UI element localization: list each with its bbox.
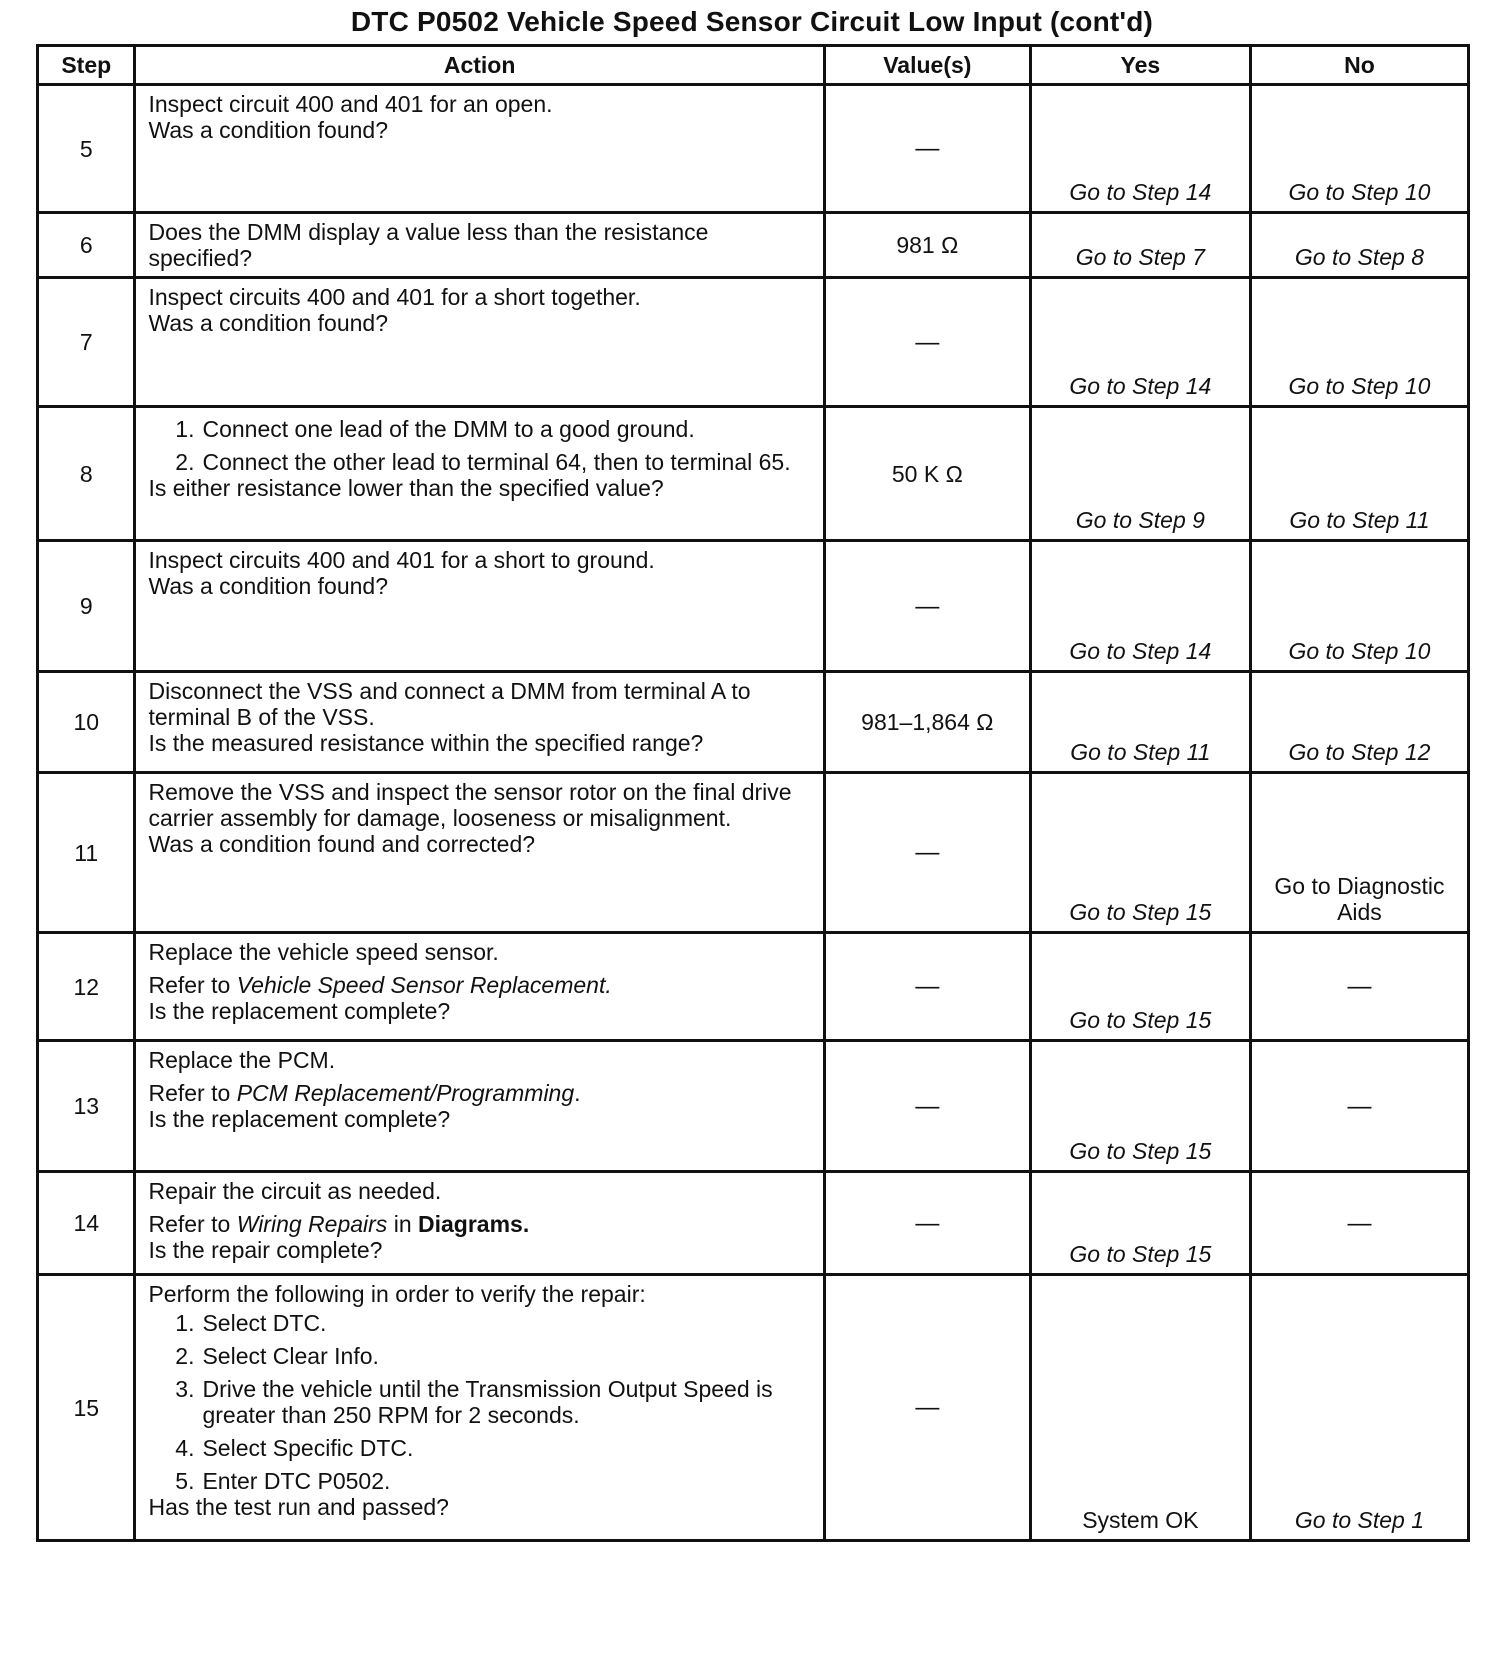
action-cell xyxy=(135,278,824,407)
no-cell xyxy=(1250,1041,1468,1172)
table-row xyxy=(38,213,1469,278)
header-value: Value(s) xyxy=(824,46,1030,85)
list-item: 2. Connect the other lead to terminal 64, then to terminal 65. xyxy=(175,449,791,475)
procedure-list xyxy=(148,1310,814,1494)
no-dash: — xyxy=(1347,1092,1372,1120)
yes-cell xyxy=(1030,85,1250,213)
table-row xyxy=(38,773,1469,933)
no-cell xyxy=(1250,278,1468,407)
table-row xyxy=(38,1041,1469,1172)
no-cell xyxy=(1250,773,1468,933)
value-cell xyxy=(824,541,1030,672)
page-title: DTC P0502 Vehicle Speed Sensor Circuit Low Input (cont'd) xyxy=(350,6,1154,37)
procedure-list xyxy=(148,416,814,475)
action-text: Perform the following in order to verify the repair: xyxy=(148,1281,646,1307)
step-number: 5 xyxy=(38,85,135,213)
value-cell xyxy=(824,1172,1030,1275)
action-cell xyxy=(135,1172,824,1275)
list-item: 2. Select Clear Info. xyxy=(175,1343,379,1369)
action-cell xyxy=(135,85,824,213)
action-question: Was a condition found? xyxy=(148,573,388,599)
refer-book: Diagrams. xyxy=(418,1211,530,1237)
no-outcome: Go to Step 11 xyxy=(1289,507,1430,533)
yes-outcome: Go to Step 15 xyxy=(1069,1138,1212,1164)
action-question: Is the measured resistance within the specified range? xyxy=(148,730,704,756)
value-cell xyxy=(824,1041,1030,1172)
value-cell xyxy=(824,933,1030,1041)
yes-outcome: Go to Step 15 xyxy=(1069,899,1212,925)
action-question: Was a condition found? xyxy=(148,117,388,143)
no-cell xyxy=(1250,1172,1468,1275)
action-text: Inspect circuit 400 and 401 for an open. xyxy=(148,91,553,117)
action-text: Inspect circuits 400 and 401 for a short to ground. xyxy=(148,547,655,573)
action-cell xyxy=(135,1275,824,1541)
yes-outcome: Go to Step 15 xyxy=(1069,1007,1212,1033)
no-cell xyxy=(1250,541,1468,672)
refer-line: Refer to Wiring Repairs in Diagrams. xyxy=(148,1211,530,1237)
refer-line: Refer to PCM Replacement/Programming. xyxy=(148,1080,581,1106)
diagnostic-table xyxy=(36,44,1470,1542)
header-step: Step xyxy=(38,46,135,85)
yes-outcome: Go to Step 11 xyxy=(1070,739,1211,765)
value-dash: — xyxy=(915,135,940,162)
value-cell xyxy=(824,278,1030,407)
yes-outcome: Go to Step 14 xyxy=(1069,179,1212,205)
action-cell xyxy=(135,933,824,1041)
step-number: 12 xyxy=(38,933,135,1041)
action-question: Was a condition found and corrected? xyxy=(148,831,536,857)
value-cell xyxy=(824,85,1030,213)
action-cell xyxy=(135,407,824,541)
value-dash: — xyxy=(915,1209,940,1237)
step-number: 13 xyxy=(38,1041,135,1172)
action-cell xyxy=(135,773,824,933)
yes-cell xyxy=(1030,933,1250,1041)
refer-title: Vehicle Speed Sensor Replacement. xyxy=(236,972,612,998)
step-number: 11 xyxy=(38,773,135,933)
no-cell xyxy=(1250,85,1468,213)
value-cell: 981 Ω xyxy=(824,213,1030,278)
action-text: Repair the circuit as needed. xyxy=(148,1178,442,1204)
step-number: 10 xyxy=(38,672,135,773)
table-row xyxy=(38,85,1469,213)
step-number: 8 xyxy=(38,407,135,541)
no-cell xyxy=(1250,213,1468,278)
action-question: Is the repair complete? xyxy=(148,1237,383,1263)
yes-cell xyxy=(1030,1172,1250,1275)
step-number: 15 xyxy=(38,1275,135,1541)
list-item: 1. Select DTC. xyxy=(175,1310,327,1336)
table-row xyxy=(38,278,1469,407)
action-question: Is the replacement complete? xyxy=(148,1106,451,1132)
step-number: 6 xyxy=(38,213,135,278)
yes-cell xyxy=(1030,213,1250,278)
value-dash: — xyxy=(915,1092,940,1120)
yes-outcome: Go to Step 9 xyxy=(1075,507,1205,533)
refer-line: Refer to Vehicle Speed Sensor Replacement. xyxy=(148,972,612,998)
action-question: Has the test run and passed? xyxy=(148,1494,449,1520)
action-text: Disconnect the VSS and connect a DMM from terminal A to terminal B of the VSS. xyxy=(148,678,751,730)
yes-outcome: System OK xyxy=(1082,1507,1199,1533)
refer-title: Wiring Repairs xyxy=(236,1211,388,1237)
yes-cell xyxy=(1030,407,1250,541)
action-question: Is either resistance lower than the specified value? xyxy=(148,475,664,501)
yes-cell xyxy=(1030,1041,1250,1172)
header-yes: Yes xyxy=(1030,46,1250,85)
table-row xyxy=(38,1172,1469,1275)
header-no: No xyxy=(1250,46,1468,85)
table-row xyxy=(38,407,1469,541)
value-dash: — xyxy=(915,592,940,620)
step-number: 7 xyxy=(38,278,135,407)
value-cell xyxy=(824,773,1030,933)
action-cell xyxy=(135,672,824,773)
no-dash: — xyxy=(1347,1209,1372,1237)
list-item: 1. Connect one lead of the DMM to a good ground. xyxy=(175,416,695,442)
step-number: 9 xyxy=(38,541,135,672)
yes-cell xyxy=(1030,278,1250,407)
no-dash: — xyxy=(1347,973,1372,1000)
action-cell xyxy=(135,541,824,672)
header-row xyxy=(38,46,1469,85)
list-item: 3. Drive the vehicle until the Transmission Output Speed is greater than 250 RPM for 2 seconds. xyxy=(175,1376,773,1428)
table-row xyxy=(38,933,1469,1041)
action-text: Replace the vehicle speed sensor. xyxy=(148,939,499,965)
no-outcome: Go to Step 10 xyxy=(1288,179,1431,205)
header-action: Action xyxy=(135,46,824,85)
yes-outcome: Go to Step 14 xyxy=(1069,373,1212,399)
refer-title: PCM Replacement/Programming xyxy=(236,1080,575,1106)
value-dash: — xyxy=(915,973,940,1000)
no-outcome: Go to Step 8 xyxy=(1294,244,1425,270)
yes-cell xyxy=(1030,672,1250,773)
no-cell xyxy=(1250,933,1468,1041)
value-dash: — xyxy=(915,1394,940,1421)
action-text: Remove the VSS and inspect the sensor rotor on the final drive carrier assembly for damage, looseness or misalignment. xyxy=(148,779,792,831)
no-cell xyxy=(1250,407,1468,541)
value-cell: 981–1,864 Ω xyxy=(824,672,1030,773)
action-cell xyxy=(135,213,824,278)
value-cell xyxy=(824,1275,1030,1541)
list-item: 5. Enter DTC P0502. xyxy=(175,1468,391,1494)
yes-cell xyxy=(1030,541,1250,672)
no-cell xyxy=(1250,672,1468,773)
yes-cell xyxy=(1030,773,1250,933)
step-number: 14 xyxy=(38,1172,135,1275)
action-text: Inspect circuits 400 and 401 for a short together. xyxy=(148,284,641,310)
no-outcome: Go to Step 10 xyxy=(1288,638,1431,664)
yes-outcome: Go to Step 7 xyxy=(1075,244,1205,270)
action-question: Was a condition found? xyxy=(148,310,388,336)
action-text: Replace the PCM. xyxy=(148,1047,336,1073)
list-item: 4. Select Specific DTC. xyxy=(175,1435,414,1461)
value-dash: — xyxy=(915,328,940,356)
no-outcome: Go to Step 12 xyxy=(1288,739,1431,765)
value-dash: — xyxy=(915,839,940,866)
no-outcome: Go to Diagnostic Aids xyxy=(1274,873,1445,925)
table-row xyxy=(38,672,1469,773)
table-row xyxy=(38,1275,1469,1541)
action-question: Does the DMM display a value less than the resistance specified? xyxy=(148,219,709,271)
no-outcome: Go to Step 1 xyxy=(1294,1507,1425,1533)
yes-outcome: Go to Step 15 xyxy=(1069,1241,1212,1267)
yes-cell xyxy=(1030,1275,1250,1541)
yes-outcome: Go to Step 14 xyxy=(1069,638,1212,664)
action-cell xyxy=(135,1041,824,1172)
no-cell xyxy=(1250,1275,1468,1541)
table-row xyxy=(38,541,1469,672)
no-outcome: Go to Step 10 xyxy=(1288,373,1431,399)
value-cell: 50 K Ω xyxy=(824,407,1030,541)
action-question: Is the replacement complete? xyxy=(148,998,451,1024)
